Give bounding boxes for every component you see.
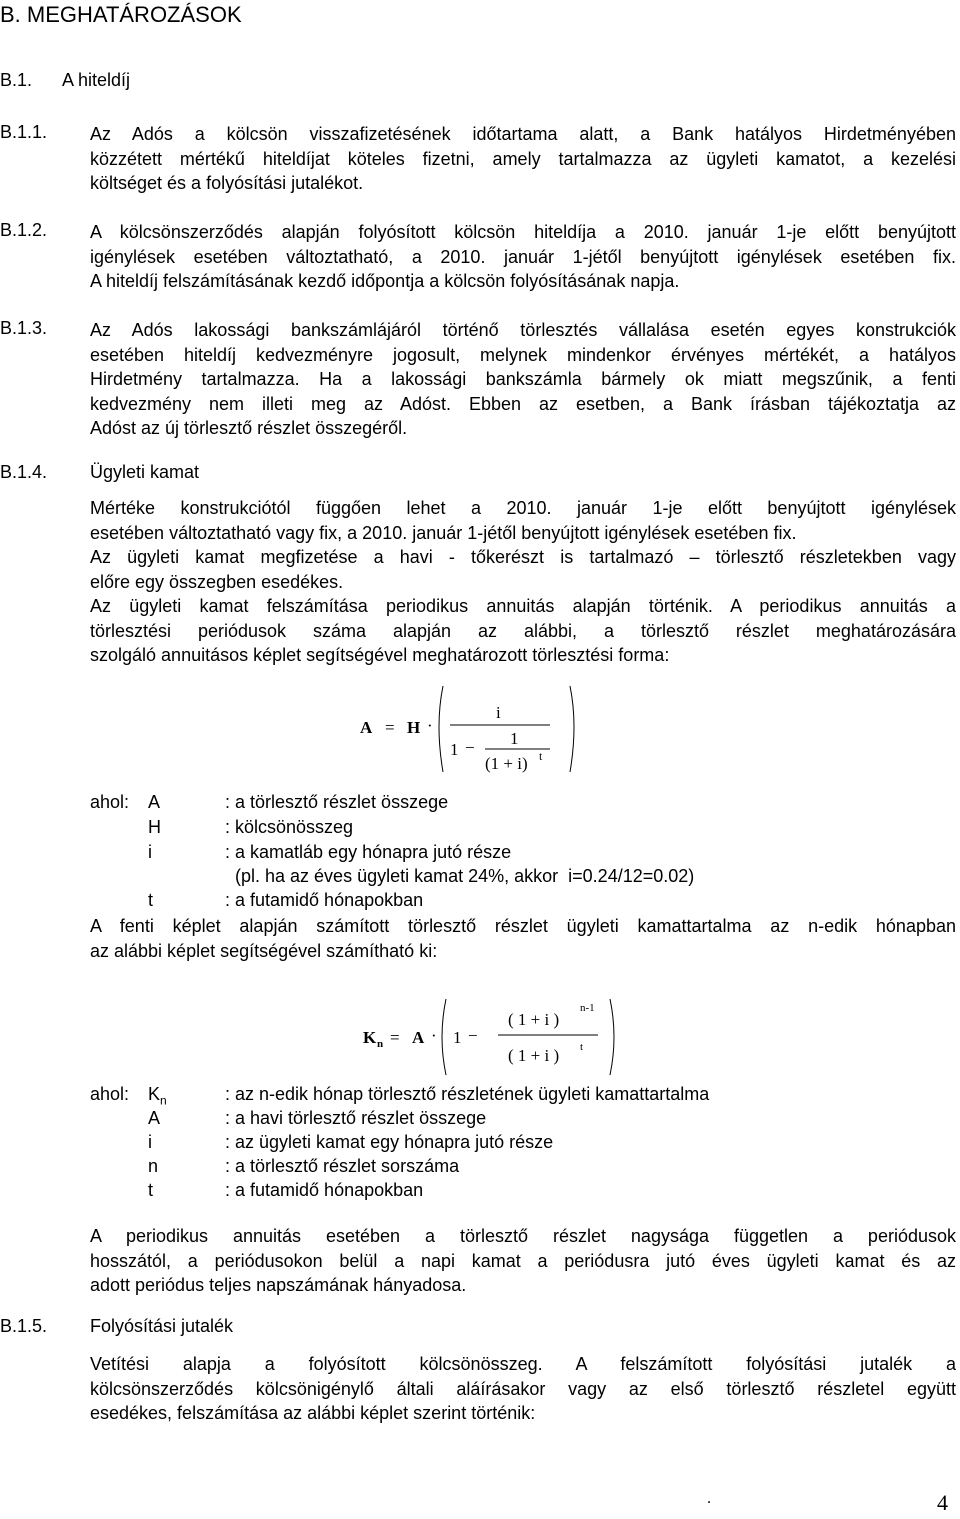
text-line: költséget és a folyósítási jutalékot. bbox=[90, 173, 364, 193]
legend-key: i bbox=[148, 842, 152, 862]
formula-inner-num: 1 bbox=[510, 729, 519, 748]
legend-value: : a futamidő hónapokban bbox=[225, 1180, 424, 1200]
annuity-formula bbox=[355, 680, 595, 780]
text-line: hosszától, a periódusokon belül a napi kamat a periódusra jutó éves ügyleti kamat és az bbox=[90, 1250, 956, 1271]
legend-note: (pl. ha az éves ügyleti kamat 24%, akkor i=0.24/12=0.02) bbox=[225, 866, 695, 886]
legend-lead: ahol: bbox=[90, 1084, 130, 1104]
formula2-left-paren bbox=[442, 999, 446, 1075]
legend-key-letter: K bbox=[148, 1084, 161, 1104]
text-line: Az ügyleti kamat megfizetése a havi - tőkerészt is tartalmazó – törlesztő részletekben vagy bbox=[90, 547, 956, 567]
subsection-title: A hiteldíj bbox=[62, 70, 131, 90]
formula2-eq: = bbox=[390, 1028, 400, 1047]
text-line: igénylések esetében változtatható, a 2010. január 1-jétől benyújtott igénylések esetében fix. bbox=[90, 246, 956, 267]
formula2-minus: − bbox=[468, 1026, 478, 1045]
legend-key bbox=[148, 1084, 167, 1108]
formula2-dot: · bbox=[431, 1026, 437, 1045]
text-line: közzétett mértékű hiteldíjat köteles fizetni, amely tartalmazza az ügyleti kamatot, a kezelési bbox=[90, 148, 956, 169]
text-line: kölcsönszerződés kölcsönigénylő általi aláírásakor vagy az első törlesztő részletel együtt bbox=[90, 1378, 956, 1399]
interest-content-formula bbox=[358, 995, 628, 1080]
formula2-one: 1 bbox=[453, 1028, 462, 1047]
formula-legend-2 bbox=[90, 1084, 850, 1209]
paragraph-b114-5 bbox=[90, 1224, 956, 1298]
formula-eq: = bbox=[385, 718, 395, 737]
item-text-b115 bbox=[90, 1352, 956, 1426]
item-heading-b115: Folyósítási jutalék bbox=[90, 1316, 234, 1336]
formula2-num-exp: n-1 bbox=[580, 1002, 595, 1014]
legend-value: : a havi törlesztő részlet összege bbox=[225, 1108, 487, 1128]
text-line: törlesztési periódusok száma alapján az alábbi, a törlesztő részlet meghatározására bbox=[90, 620, 956, 641]
text-line: az alábbi képlet segítségével számítható ki: bbox=[90, 940, 438, 961]
text-line: kedvezmény nem illeti meg az Adóst. Ebben az esetben, a Bank írásban tájékoztatja az bbox=[90, 393, 956, 414]
item-text-b111 bbox=[90, 122, 956, 196]
formula2-numerator: ( 1 + i ) bbox=[508, 1010, 560, 1029]
legend-value: : a törlesztő részlet sorszáma bbox=[225, 1156, 460, 1176]
legend-key: t bbox=[148, 890, 154, 910]
legend-value: : a kamatláb egy hónapra jutó része bbox=[225, 842, 512, 862]
text-line: A kölcsönszerződés alapján folyósított kölcsön hiteldíja a 2010. január 1-je előtt benyújtott bbox=[90, 222, 956, 242]
text-line: esetében hiteldíj kedvezményre jogosult, melynek mindenkor érvényes mértékét, a hatályos bbox=[90, 344, 956, 365]
formula-numerator: i bbox=[496, 703, 501, 722]
formula2-right-paren bbox=[610, 999, 614, 1075]
legend-value: : az n-edik hónap törlesztő részletének ügyleti kamattartalma bbox=[225, 1084, 710, 1104]
text-line: Az Adós a kölcsön visszafizetésének időtartama alatt, a Bank hatályos Hirdetményében bbox=[90, 124, 956, 144]
page-number: 4 bbox=[937, 1490, 948, 1515]
text-line: A periodikus annuitás esetében a törlesztő részlet nagysága független a periódusok bbox=[90, 1226, 956, 1246]
footer-dot: . bbox=[707, 1490, 711, 1507]
item-text-b113 bbox=[90, 318, 956, 441]
legend-key: H bbox=[148, 817, 161, 837]
formula2-a: A bbox=[412, 1028, 425, 1047]
item-text-b112 bbox=[90, 220, 956, 294]
text-line: esedékes, felszámítása az alábbi képlet szerint történik: bbox=[90, 1403, 536, 1423]
text-line: Mértéke konstrukciótól függően lehet a 2010. január 1-je előtt benyújtott igénylések bbox=[90, 498, 956, 518]
section-title: B. MEGHATÁROZÁSOK bbox=[0, 2, 242, 27]
formula-inner-den: (1 + i) bbox=[485, 754, 528, 773]
text-line: Az Adós lakossági bankszámlájáról történő törlesztés vállalása esetén egyes konstrukciók bbox=[90, 320, 956, 340]
paragraph-b114-4 bbox=[90, 914, 956, 963]
legend-value: : a törlesztő részlet összege bbox=[225, 792, 449, 812]
formula-legend-1 bbox=[90, 792, 850, 917]
item-number-b113: B.1.3. bbox=[0, 318, 48, 338]
item-number-b111: B.1.1. bbox=[0, 122, 48, 142]
legend-key: i bbox=[148, 1132, 152, 1152]
text-line: Adóst az új törlesztő részlet összegéről. bbox=[90, 418, 408, 438]
formula-h: H bbox=[407, 718, 421, 737]
text-line: Az ügyleti kamat felszámítása periodikus annuitás alapján történik. A periodikus annuitás a bbox=[90, 596, 956, 616]
legend-key: A bbox=[148, 792, 161, 812]
formula-exp: t bbox=[539, 749, 543, 763]
paragraph-b114-1 bbox=[90, 496, 956, 668]
legend-key: t bbox=[148, 1180, 154, 1200]
formula-minus: − bbox=[465, 738, 475, 757]
legend-lead: ahol: bbox=[90, 792, 130, 812]
formula2-den-exp: t bbox=[580, 1041, 584, 1053]
legend-key: A bbox=[148, 1108, 161, 1128]
subsection-number: B.1. bbox=[0, 70, 33, 90]
text-line: adott periódus teljes napszámának hányadosa. bbox=[90, 1275, 467, 1295]
text-line: esetében változtatható vagy fix, a 2010. január 1-jétől benyújtott igénylések esetében fix. bbox=[90, 522, 797, 543]
legend-key-sub: n bbox=[160, 1093, 167, 1108]
legend-value: : a futamidő hónapokban bbox=[225, 890, 424, 910]
legend-value: : az ügyleti kamat egy hónapra jutó része bbox=[225, 1132, 554, 1152]
item-number-b115: B.1.5. bbox=[0, 1316, 48, 1336]
item-heading-b114: Ügyleti kamat bbox=[90, 462, 200, 482]
item-number-b112: B.1.2. bbox=[0, 220, 48, 240]
text-line: szolgáló annuitásos képlet segítségével meghatározott törlesztési forma: bbox=[90, 645, 670, 665]
legend-value: : kölcsönösszeg bbox=[225, 817, 354, 837]
text-line: Vetítési alapja a folyósított kölcsönösszeg. A felszámított folyósítási jutalék a bbox=[90, 1354, 956, 1374]
formula-one: 1 bbox=[450, 740, 459, 759]
formula2-lhs: K bbox=[363, 1028, 377, 1047]
formula-right-paren bbox=[570, 686, 574, 772]
formula2-lhs-sub: n bbox=[377, 1038, 384, 1050]
text-line: A fenti képlet alapján számított törlesztő részlet ügyleti kamattartalma az n-edik hónapban bbox=[90, 916, 956, 936]
formula2-denominator: ( 1 + i ) bbox=[508, 1046, 560, 1065]
formula-lhs: A bbox=[360, 718, 373, 737]
text-line: előre egy összegben esedékes. bbox=[90, 571, 344, 592]
text-line: A hiteldíj felszámításának kezdő időpontja a kölcsön folyósításának napja. bbox=[90, 271, 680, 291]
text-line: Hirdetmény tartalmazza. Ha a lakossági bankszámla bármely ok miatt megszűnik, a fenti bbox=[90, 369, 956, 389]
formula-left-paren bbox=[439, 686, 443, 772]
item-number-b114: B.1.4. bbox=[0, 462, 48, 482]
legend-key: n bbox=[148, 1156, 159, 1176]
formula-dot: · bbox=[427, 716, 433, 735]
